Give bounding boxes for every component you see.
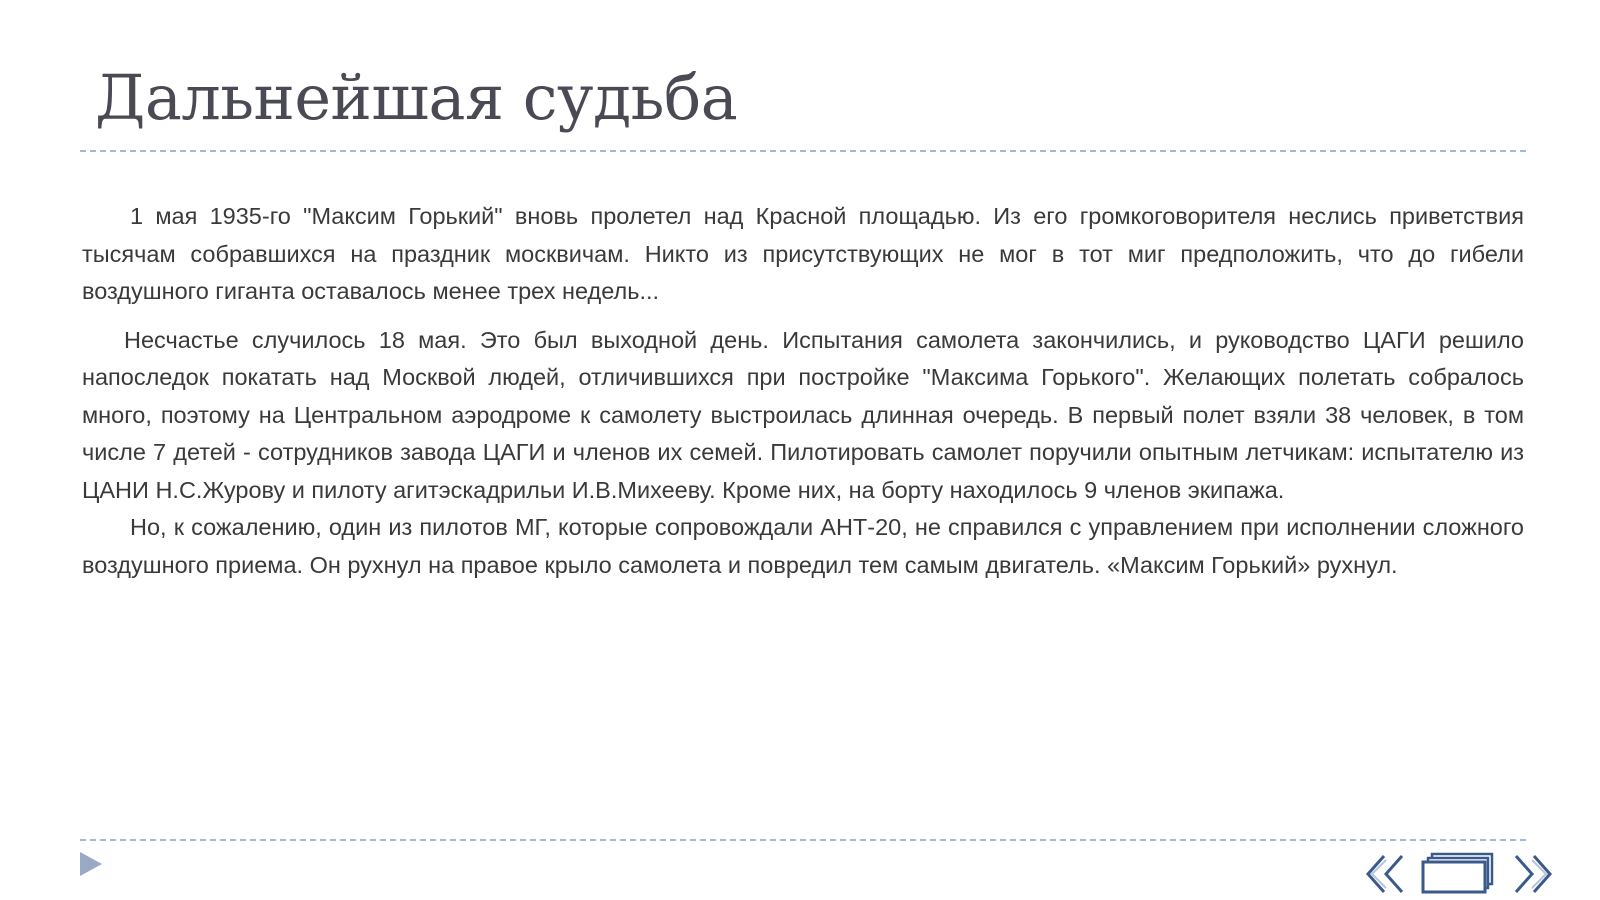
slides-stack-icon	[1418, 852, 1506, 896]
slide-overview-button[interactable]	[1418, 852, 1506, 900]
slide-title: Дальнейшая судьба	[95, 61, 738, 134]
footer-divider	[80, 839, 1526, 841]
double-chevron-left-icon	[1362, 852, 1408, 896]
title-divider	[80, 150, 1526, 152]
slide-body	[82, 198, 1524, 595]
paragraph: 1 мая 1935-го "Максим Горький" вновь пролетел над Красной площадью. Из его громкоговорителя неслись приветствия тысячам собравшихся на праздник москвичам. Никто из присутствующих не мог в тот миг предположить, что до гибели воздушного гиганта оставалось менее трех недель...	[82, 203, 1524, 304]
previous-slide-button[interactable]	[1362, 852, 1408, 900]
paragraph: Но, к сожалению, один из пилотов МГ, которые сопровождали АНТ-20, не справился с управлением при исполнении сложного воздушного приема. Он рухнул на правое крыло самолета и повредил тем самым двигатель. «Максим Горький» рухнул.	[82, 514, 1524, 578]
next-slide-button[interactable]	[1510, 852, 1556, 900]
double-chevron-right-icon	[1510, 852, 1556, 896]
triangle-bullet-icon	[80, 852, 102, 876]
paragraph: Несчастье случилось 18 мая. Это был выходной день. Испытания самолета закончились, и руководство ЦАГИ решило напоследок покатать над Москвой людей, отличившихся при постройке "Максима Горького". Желающих полетать собралось много, поэтому на Центральном аэродроме к самолету выстроилась длинная очередь. В первый полет взяли 38 человек, в том числе 7 детей - сотрудников завода ЦАГИ и членов их семей. Пилотировать самолет поручили опытным летчикам: испытателю из ЦАНИ Н.С.Журову и пилоту агитэскадрильи И.В.Михееву. Кроме них, на борту находилось 9 членов экипажа.	[82, 326, 1524, 503]
